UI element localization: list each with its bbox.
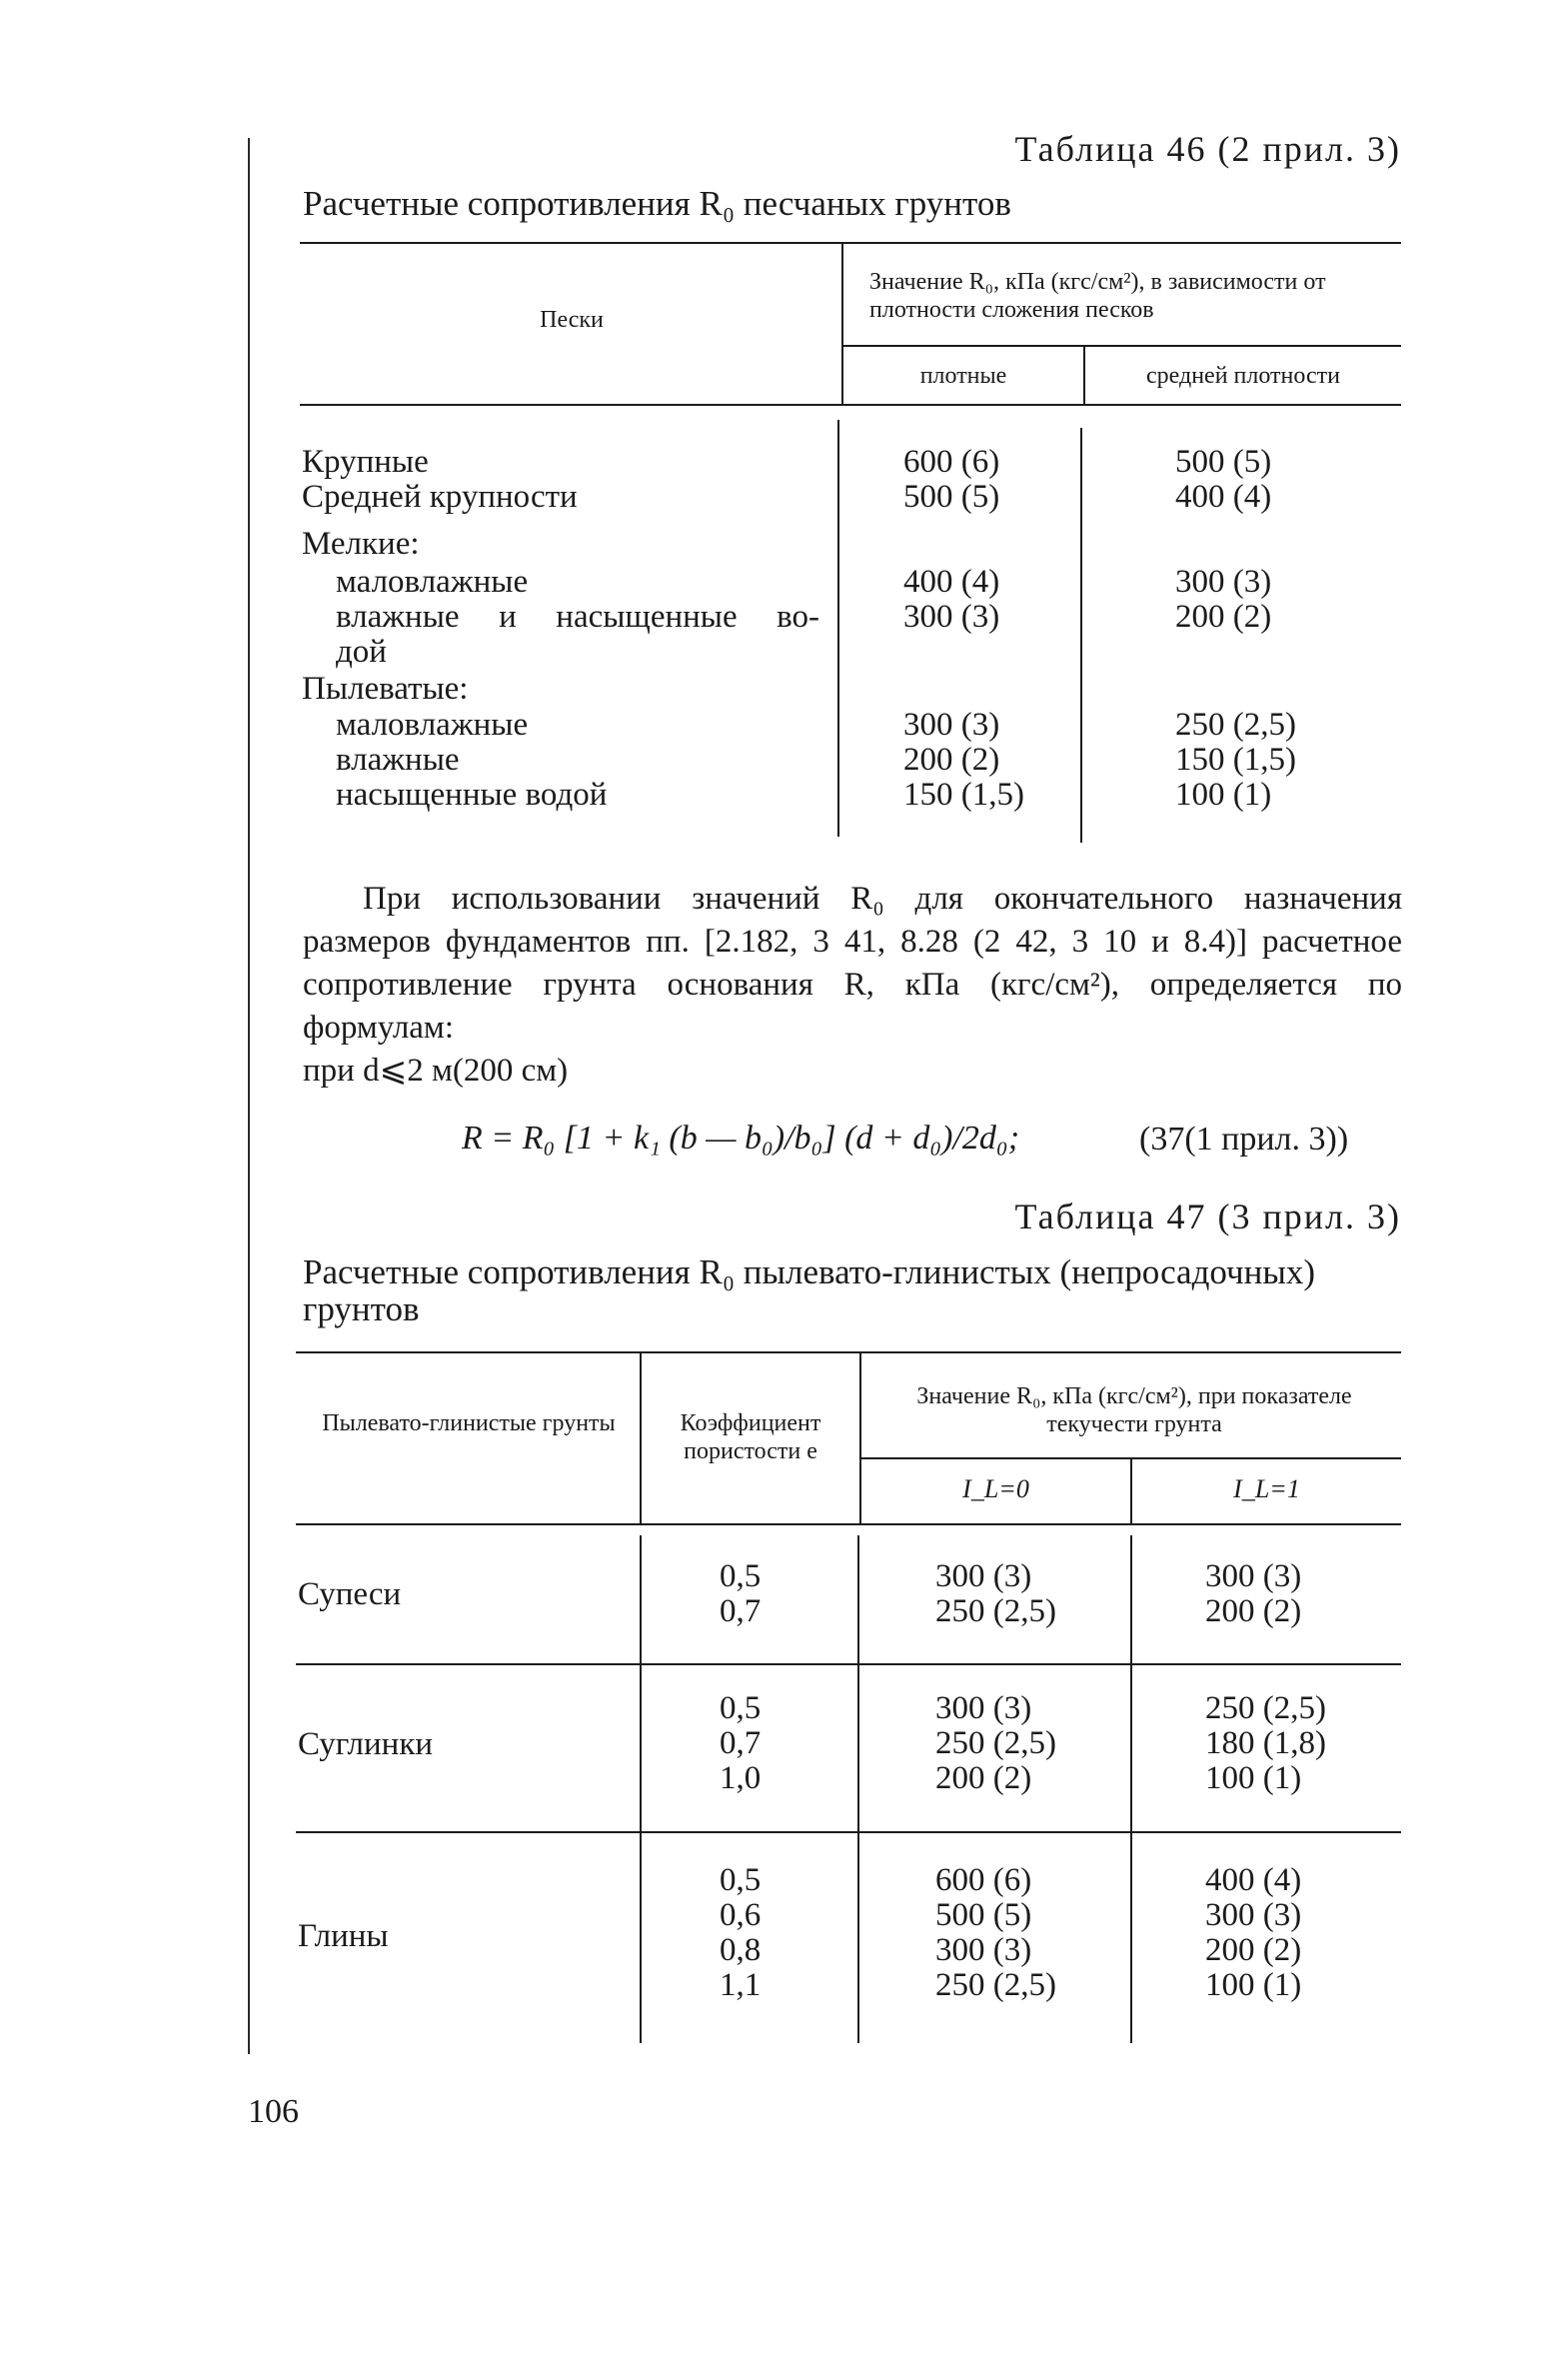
table47-group-name: Супеси — [298, 1576, 402, 1612]
table47-header-col1: Пылевато-глинистые грунты — [322, 1410, 616, 1436]
table46-top-rule — [300, 242, 1401, 244]
table46-row-medium: 150 (1,5) — [1175, 742, 1296, 778]
table47-group-e: 0,5 0,6 0,8 1,1 — [720, 1862, 762, 2003]
table46-row-label: насыщенные водой — [336, 777, 608, 813]
table46-row-dense: 150 (1,5) — [903, 777, 1024, 813]
table46-title: Расчетные сопротивления R₀ песчаных грунтов — [303, 184, 1011, 223]
table47-group-il0: 300 (3) 250 (2,5) 200 (2) — [935, 1690, 1056, 1796]
table46-row-dense: 500 (5) — [903, 479, 1000, 515]
table46-row-label: маловлажные — [336, 564, 529, 600]
table47-group-il1: 300 (3) 200 (2) — [1205, 1558, 1302, 1629]
table46-header-mid-rule — [843, 345, 1401, 347]
table46-row-label: Пылеватые: — [302, 671, 469, 707]
table46-body-vdivider1 — [837, 420, 839, 837]
table47-caption: Таблица 47 (3 прил. 3) — [1014, 1196, 1401, 1236]
table46-body-vdivider2 — [1080, 428, 1082, 843]
table46-row-medium: 100 (1) — [1175, 777, 1272, 813]
table46-row-label: маловлажные — [336, 707, 529, 743]
table46-row-medium: 250 (2,5) — [1175, 707, 1296, 743]
table47-group-e: 0,5 0,7 1,0 — [720, 1690, 762, 1796]
table46-header-col1: Пески — [540, 307, 604, 333]
table46-header-sub2: средней плотности — [1146, 363, 1340, 389]
table47-header-sub2: I_L=1 — [1233, 1474, 1300, 1503]
table46-row-label: влажные и насыщенные во- — [336, 599, 819, 635]
formula-37: R = R₀ [1 + k₁ (b — b₀)/b₀] (d + d₀)/2d₀; — [462, 1120, 1020, 1157]
table46-header-sub1: плотные — [919, 363, 1007, 389]
table46-row-medium: 400 (4) — [1175, 479, 1272, 515]
table46-row-label: Мелкие: — [302, 526, 420, 562]
table47-body-vdivider2 — [857, 1535, 859, 2043]
table47-header-sub1: I_L=0 — [962, 1474, 1029, 1503]
table47-group-il1: 400 (4) 300 (3) 200 (2) 100 (1) — [1205, 1862, 1302, 2003]
table47-body-vdivider3 — [1130, 1535, 1132, 2043]
body-condition: при d⩽2 м(200 см) — [303, 1053, 569, 1089]
table46-row-dense: 400 (4) — [903, 564, 1000, 600]
table47-top-rule — [296, 1351, 1401, 1353]
table47-group-name: Суглинки — [298, 1726, 434, 1762]
table47-header-bottom-rule — [296, 1523, 1401, 1525]
table47-group-il1: 250 (2,5) 180 (1,8) 100 (1) — [1205, 1690, 1326, 1796]
table47-header-col2: Коэффициент пористости e — [680, 1410, 821, 1464]
table46-header-group: Значение R₀, кПа (кгс/см²), в зависимости от плотности сложения песков — [869, 269, 1326, 323]
table47-group-rule — [296, 1663, 1401, 1665]
table47-group-il0: 300 (3) 250 (2,5) — [935, 1558, 1056, 1629]
table47-group-il0: 600 (6) 500 (5) 300 (3) 250 (2,5) — [935, 1862, 1056, 2003]
table46-row-label-wrap: дой — [336, 634, 387, 670]
table47-group-e: 0,5 0,7 — [720, 1558, 762, 1629]
table46-row-dense: 200 (2) — [903, 742, 1000, 778]
table47-header-group: Значение R₀, кПа (кгс/см²), при показателе текучести грунта — [916, 1383, 1352, 1437]
left-margin-rule — [248, 138, 250, 2054]
table46-row-medium: 300 (3) — [1175, 564, 1272, 600]
formula-number: (37(1 прил. 3)) — [1139, 1121, 1349, 1158]
table46-header-bottom-rule — [300, 404, 1401, 406]
table46-row-label: Крупные — [302, 444, 429, 480]
body-paragraph: При использовании значений R₀ для окончательного назначения размеров фундаментов пп. [2.182, 3 41, 8.28 (2 42, 3 10 и 8.4)] расчетное сопротивление грунта основания R, кПа (кгс/см²), определяется по формулам: — [303, 881, 1402, 1046]
table47-group-name: Глины — [298, 1918, 389, 1954]
table46-row-label: влажные — [336, 742, 460, 778]
table47-title: Расчетные сопротивления R₀ пылевато-глинистых (непросадочных) грунтов — [303, 1252, 1315, 1328]
table46-row-dense: 300 (3) — [903, 707, 1000, 743]
table46-row-label: Средней крупности — [302, 479, 578, 515]
table47-group-rule — [296, 1831, 1401, 1833]
table46-row-dense: 600 (6) — [903, 444, 1000, 480]
table46-row-dense: 300 (3) — [903, 599, 1000, 635]
table46-row-medium: 200 (2) — [1175, 599, 1272, 635]
table46-row-medium: 500 (5) — [1175, 444, 1272, 480]
page-number: 106 — [248, 2093, 299, 2130]
table46-caption: Таблица 46 (2 прил. 3) — [1014, 129, 1401, 169]
table47-body-vdivider1 — [640, 1535, 642, 2043]
